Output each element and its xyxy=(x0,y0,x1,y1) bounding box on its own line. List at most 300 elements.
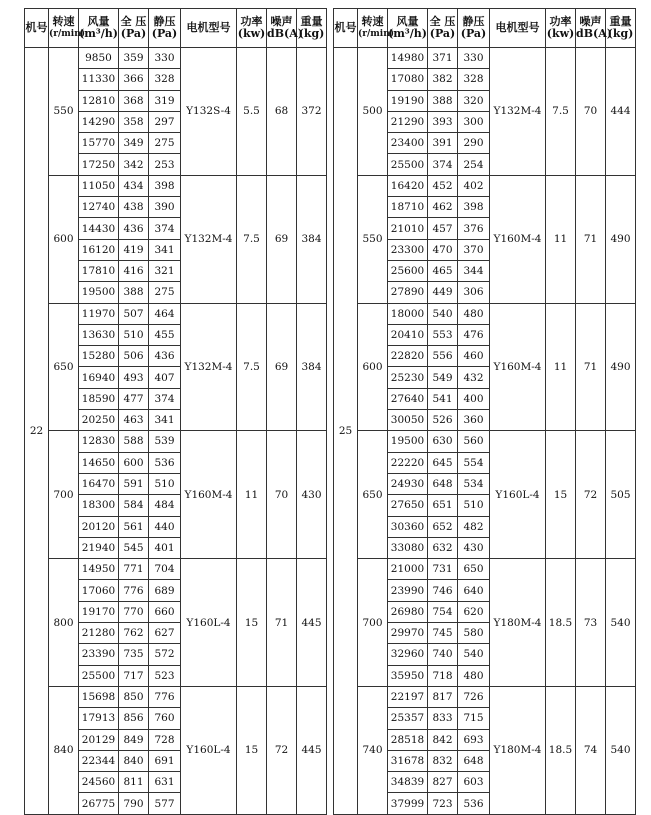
motor-cell: Y132M-4 xyxy=(490,48,546,176)
airflow-cell: 25357 xyxy=(388,708,428,729)
header-airflow: 风量 (m³/h) xyxy=(79,9,119,48)
header-power: 功率 (kw) xyxy=(546,9,576,48)
static-pressure-cell: 536 xyxy=(458,793,490,814)
total-pressure-cell: 388 xyxy=(428,90,458,111)
fan-spec-table-25 xyxy=(333,8,636,815)
power-cell: 11 xyxy=(237,431,267,559)
airflow-cell: 27640 xyxy=(388,388,428,409)
weight-cell: 445 xyxy=(297,559,327,687)
noise-cell: 70 xyxy=(576,48,606,176)
header-total-pressure: 全 压 (Pa) xyxy=(119,9,149,48)
static-pressure-cell: 760 xyxy=(149,708,181,729)
table-row xyxy=(334,303,636,324)
airflow-cell: 23990 xyxy=(388,580,428,601)
power-cell: 18.5 xyxy=(546,559,576,687)
speed-cell: 600 xyxy=(358,303,388,431)
header-airflow: 风量 (m³/h) xyxy=(388,9,428,48)
airflow-cell: 18590 xyxy=(79,388,119,409)
total-pressure-cell: 434 xyxy=(119,175,149,196)
static-pressure-cell: 464 xyxy=(149,303,181,324)
airflow-cell: 17913 xyxy=(79,708,119,729)
airflow-cell: 11050 xyxy=(79,175,119,196)
airflow-cell: 31678 xyxy=(388,750,428,771)
static-pressure-cell: 728 xyxy=(149,729,181,750)
total-pressure-cell: 374 xyxy=(428,154,458,175)
power-cell: 7.5 xyxy=(237,175,267,303)
total-pressure-cell: 540 xyxy=(428,303,458,324)
total-pressure-cell: 553 xyxy=(428,324,458,345)
static-pressure-cell: 691 xyxy=(149,750,181,771)
static-pressure-cell: 297 xyxy=(149,111,181,132)
speed-cell: 650 xyxy=(358,431,388,559)
speed-cell: 500 xyxy=(358,48,388,176)
static-pressure-cell: 603 xyxy=(458,772,490,793)
airflow-cell: 19500 xyxy=(79,282,119,303)
total-pressure-cell: 832 xyxy=(428,750,458,771)
total-pressure-cell: 526 xyxy=(428,410,458,431)
speed-cell: 550 xyxy=(49,48,79,176)
weight-cell: 372 xyxy=(297,48,327,176)
airflow-cell: 21940 xyxy=(79,537,119,558)
total-pressure-cell: 856 xyxy=(119,708,149,729)
static-pressure-cell: 704 xyxy=(149,559,181,580)
airflow-cell: 37999 xyxy=(388,793,428,814)
total-pressure-cell: 477 xyxy=(119,388,149,409)
total-pressure-cell: 419 xyxy=(119,239,149,260)
airflow-cell: 20410 xyxy=(388,324,428,345)
total-pressure-cell: 359 xyxy=(119,48,149,69)
weight-cell: 490 xyxy=(606,303,636,431)
static-pressure-cell: 648 xyxy=(458,750,490,771)
power-cell: 11 xyxy=(546,175,576,303)
static-pressure-cell: 660 xyxy=(149,601,181,622)
total-pressure-cell: 452 xyxy=(428,175,458,196)
total-pressure-cell: 735 xyxy=(119,644,149,665)
airflow-cell: 25600 xyxy=(388,260,428,281)
static-pressure-cell: 320 xyxy=(458,90,490,111)
noise-cell: 71 xyxy=(576,175,606,303)
noise-cell: 69 xyxy=(267,175,297,303)
table-row xyxy=(334,431,636,452)
total-pressure-cell: 723 xyxy=(428,793,458,814)
total-pressure-cell: 648 xyxy=(428,473,458,494)
total-pressure-cell: 645 xyxy=(428,452,458,473)
total-pressure-cell: 740 xyxy=(428,644,458,665)
airflow-cell: 17060 xyxy=(79,580,119,601)
model-no-cell: 25 xyxy=(334,48,358,815)
airflow-cell: 15770 xyxy=(79,133,119,154)
static-pressure-cell: 572 xyxy=(149,644,181,665)
total-pressure-cell: 507 xyxy=(119,303,149,324)
airflow-cell: 30050 xyxy=(388,410,428,431)
airflow-cell: 20120 xyxy=(79,516,119,537)
table-row xyxy=(25,303,327,324)
static-pressure-cell: 390 xyxy=(149,197,181,218)
total-pressure-cell: 817 xyxy=(428,686,458,707)
total-pressure-cell: 470 xyxy=(428,239,458,260)
motor-cell: Y180M-4 xyxy=(490,559,546,687)
total-pressure-cell: 449 xyxy=(428,282,458,303)
static-pressure-cell: 726 xyxy=(458,686,490,707)
airflow-cell: 14950 xyxy=(79,559,119,580)
static-pressure-cell: 407 xyxy=(149,367,181,388)
total-pressure-cell: 462 xyxy=(428,197,458,218)
weight-cell: 384 xyxy=(297,175,327,303)
total-pressure-cell: 850 xyxy=(119,686,149,707)
airflow-cell: 27890 xyxy=(388,282,428,303)
speed-cell: 700 xyxy=(358,559,388,687)
airflow-cell: 23400 xyxy=(388,133,428,154)
airflow-cell: 26980 xyxy=(388,601,428,622)
static-pressure-cell: 554 xyxy=(458,452,490,473)
airflow-cell: 14650 xyxy=(79,452,119,473)
total-pressure-cell: 393 xyxy=(428,111,458,132)
motor-cell: Y160L-4 xyxy=(181,686,237,814)
airflow-cell: 19190 xyxy=(388,90,428,111)
airflow-cell: 19170 xyxy=(79,601,119,622)
airflow-cell: 21010 xyxy=(388,218,428,239)
static-pressure-cell: 321 xyxy=(149,260,181,281)
noise-cell: 71 xyxy=(576,303,606,431)
total-pressure-cell: 388 xyxy=(119,282,149,303)
airflow-cell: 27650 xyxy=(388,495,428,516)
static-pressure-cell: 319 xyxy=(149,90,181,111)
total-pressure-cell: 371 xyxy=(428,48,458,69)
noise-cell: 68 xyxy=(267,48,297,176)
header-noise: 噪声 dB(A) xyxy=(576,9,606,48)
total-pressure-cell: 842 xyxy=(428,729,458,750)
header-weight: 重量 (kg) xyxy=(297,9,327,48)
static-pressure-cell: 693 xyxy=(458,729,490,750)
header-row xyxy=(25,9,327,48)
header-speed: 转速 (r/min) xyxy=(49,9,79,48)
noise-cell: 72 xyxy=(267,686,297,814)
static-pressure-cell: 402 xyxy=(458,175,490,196)
static-pressure-cell: 398 xyxy=(149,175,181,196)
power-cell: 7.5 xyxy=(237,303,267,431)
fan-spec-table-22 xyxy=(24,8,327,815)
motor-cell: Y180M-4 xyxy=(490,686,546,814)
static-pressure-cell: 328 xyxy=(149,69,181,90)
total-pressure-cell: 382 xyxy=(428,69,458,90)
static-pressure-cell: 254 xyxy=(458,154,490,175)
power-cell: 15 xyxy=(237,686,267,814)
airflow-cell: 20129 xyxy=(79,729,119,750)
header-motor: 电机型号 xyxy=(181,9,237,48)
static-pressure-cell: 370 xyxy=(458,239,490,260)
speed-cell: 840 xyxy=(49,686,79,814)
airflow-cell: 22344 xyxy=(79,750,119,771)
static-pressure-cell: 374 xyxy=(149,218,181,239)
static-pressure-cell: 539 xyxy=(149,431,181,452)
total-pressure-cell: 840 xyxy=(119,750,149,771)
table-body xyxy=(334,48,636,815)
static-pressure-cell: 510 xyxy=(149,473,181,494)
total-pressure-cell: 652 xyxy=(428,516,458,537)
static-pressure-cell: 328 xyxy=(458,69,490,90)
total-pressure-cell: 561 xyxy=(119,516,149,537)
total-pressure-cell: 556 xyxy=(428,346,458,367)
total-pressure-cell: 465 xyxy=(428,260,458,281)
total-pressure-cell: 436 xyxy=(119,218,149,239)
static-pressure-cell: 620 xyxy=(458,601,490,622)
static-pressure-cell: 523 xyxy=(149,665,181,686)
airflow-cell: 25500 xyxy=(79,665,119,686)
static-pressure-cell: 398 xyxy=(458,197,490,218)
static-pressure-cell: 650 xyxy=(458,559,490,580)
header-noise: 噪声 dB(A) xyxy=(267,9,297,48)
airflow-cell: 12830 xyxy=(79,431,119,452)
noise-cell: 73 xyxy=(576,559,606,687)
total-pressure-cell: 591 xyxy=(119,473,149,494)
airflow-cell: 12740 xyxy=(79,197,119,218)
total-pressure-cell: 463 xyxy=(119,410,149,431)
table-row xyxy=(25,175,327,196)
static-pressure-cell: 482 xyxy=(458,516,490,537)
static-pressure-cell: 344 xyxy=(458,260,490,281)
static-pressure-cell: 689 xyxy=(149,580,181,601)
total-pressure-cell: 811 xyxy=(119,772,149,793)
table-row xyxy=(334,175,636,196)
total-pressure-cell: 754 xyxy=(428,601,458,622)
motor-cell: Y160L-4 xyxy=(490,431,546,559)
airflow-cell: 22820 xyxy=(388,346,428,367)
speed-cell: 700 xyxy=(49,431,79,559)
airflow-cell: 23300 xyxy=(388,239,428,260)
static-pressure-cell: 432 xyxy=(458,367,490,388)
table-row xyxy=(25,686,327,707)
total-pressure-cell: 718 xyxy=(428,665,458,686)
airflow-cell: 11970 xyxy=(79,303,119,324)
header-speed: 转速 (r/min) xyxy=(358,9,388,48)
weight-cell: 444 xyxy=(606,48,636,176)
power-cell: 7.5 xyxy=(546,48,576,176)
total-pressure-cell: 391 xyxy=(428,133,458,154)
airflow-cell: 23390 xyxy=(79,644,119,665)
static-pressure-cell: 640 xyxy=(458,580,490,601)
motor-cell: Y160M-4 xyxy=(181,431,237,559)
static-pressure-cell: 341 xyxy=(149,239,181,260)
total-pressure-cell: 493 xyxy=(119,367,149,388)
static-pressure-cell: 306 xyxy=(458,282,490,303)
total-pressure-cell: 366 xyxy=(119,69,149,90)
total-pressure-cell: 416 xyxy=(119,260,149,281)
total-pressure-cell: 588 xyxy=(119,431,149,452)
total-pressure-cell: 506 xyxy=(119,346,149,367)
motor-cell: Y132S-4 xyxy=(181,48,237,176)
airflow-cell: 22197 xyxy=(388,686,428,707)
static-pressure-cell: 330 xyxy=(458,48,490,69)
airflow-cell: 17250 xyxy=(79,154,119,175)
static-pressure-cell: 460 xyxy=(458,346,490,367)
weight-cell: 540 xyxy=(606,686,636,814)
airflow-cell: 18000 xyxy=(388,303,428,324)
total-pressure-cell: 827 xyxy=(428,772,458,793)
airflow-cell: 30360 xyxy=(388,516,428,537)
static-pressure-cell: 715 xyxy=(458,708,490,729)
total-pressure-cell: 630 xyxy=(428,431,458,452)
static-pressure-cell: 374 xyxy=(149,388,181,409)
airflow-cell: 24560 xyxy=(79,772,119,793)
motor-cell: Y132M-4 xyxy=(181,175,237,303)
total-pressure-cell: 368 xyxy=(119,90,149,111)
static-pressure-cell: 631 xyxy=(149,772,181,793)
static-pressure-cell: 376 xyxy=(458,218,490,239)
weight-cell: 505 xyxy=(606,431,636,559)
airflow-cell: 34839 xyxy=(388,772,428,793)
total-pressure-cell: 438 xyxy=(119,197,149,218)
airflow-cell: 22220 xyxy=(388,452,428,473)
airflow-cell: 24930 xyxy=(388,473,428,494)
power-cell: 5.5 xyxy=(237,48,267,176)
total-pressure-cell: 342 xyxy=(119,154,149,175)
airflow-cell: 33080 xyxy=(388,537,428,558)
noise-cell: 69 xyxy=(267,303,297,431)
table-row xyxy=(25,48,327,69)
header-row xyxy=(334,9,636,48)
static-pressure-cell: 300 xyxy=(458,111,490,132)
header-static-pressure: 静压 (Pa) xyxy=(458,9,490,48)
airflow-cell: 25500 xyxy=(388,154,428,175)
total-pressure-cell: 745 xyxy=(428,623,458,644)
airflow-cell: 18300 xyxy=(79,495,119,516)
header-static-pressure: 静压 (Pa) xyxy=(149,9,181,48)
airflow-cell: 16940 xyxy=(79,367,119,388)
total-pressure-cell: 584 xyxy=(119,495,149,516)
total-pressure-cell: 545 xyxy=(119,537,149,558)
noise-cell: 70 xyxy=(267,431,297,559)
airflow-cell: 29970 xyxy=(388,623,428,644)
airflow-cell: 32960 xyxy=(388,644,428,665)
airflow-cell: 12810 xyxy=(79,90,119,111)
table-row xyxy=(334,559,636,580)
total-pressure-cell: 731 xyxy=(428,559,458,580)
airflow-cell: 20250 xyxy=(79,410,119,431)
airflow-cell: 14290 xyxy=(79,111,119,132)
airflow-cell: 19500 xyxy=(388,431,428,452)
total-pressure-cell: 771 xyxy=(119,559,149,580)
airflow-cell: 16470 xyxy=(79,473,119,494)
static-pressure-cell: 253 xyxy=(149,154,181,175)
airflow-cell: 14430 xyxy=(79,218,119,239)
table-row xyxy=(25,431,327,452)
static-pressure-cell: 627 xyxy=(149,623,181,644)
noise-cell: 74 xyxy=(576,686,606,814)
static-pressure-cell: 275 xyxy=(149,133,181,154)
static-pressure-cell: 484 xyxy=(149,495,181,516)
static-pressure-cell: 580 xyxy=(458,623,490,644)
header-weight: 重量 (kg) xyxy=(606,9,636,48)
total-pressure-cell: 358 xyxy=(119,111,149,132)
model-no-cell: 22 xyxy=(25,48,49,815)
static-pressure-cell: 455 xyxy=(149,324,181,345)
total-pressure-cell: 776 xyxy=(119,580,149,601)
airflow-cell: 11330 xyxy=(79,69,119,90)
airflow-cell: 15698 xyxy=(79,686,119,707)
static-pressure-cell: 290 xyxy=(458,133,490,154)
header-total-pressure: 全 压 (Pa) xyxy=(428,9,458,48)
airflow-cell: 15280 xyxy=(79,346,119,367)
static-pressure-cell: 436 xyxy=(149,346,181,367)
static-pressure-cell: 476 xyxy=(458,324,490,345)
static-pressure-cell: 536 xyxy=(149,452,181,473)
static-pressure-cell: 776 xyxy=(149,686,181,707)
airflow-cell: 18710 xyxy=(388,197,428,218)
static-pressure-cell: 275 xyxy=(149,282,181,303)
airflow-cell: 16120 xyxy=(79,239,119,260)
power-cell: 18.5 xyxy=(546,686,576,814)
motor-cell: Y160L-4 xyxy=(181,559,237,687)
total-pressure-cell: 349 xyxy=(119,133,149,154)
total-pressure-cell: 651 xyxy=(428,495,458,516)
weight-cell: 430 xyxy=(297,431,327,559)
motor-cell: Y160M-4 xyxy=(490,175,546,303)
weight-cell: 445 xyxy=(297,686,327,814)
total-pressure-cell: 541 xyxy=(428,388,458,409)
airflow-cell: 21280 xyxy=(79,623,119,644)
airflow-cell: 9850 xyxy=(79,48,119,69)
speed-cell: 600 xyxy=(49,175,79,303)
static-pressure-cell: 430 xyxy=(458,537,490,558)
total-pressure-cell: 632 xyxy=(428,537,458,558)
power-cell: 15 xyxy=(546,431,576,559)
static-pressure-cell: 510 xyxy=(458,495,490,516)
airflow-cell: 25230 xyxy=(388,367,428,388)
motor-cell: Y132M-4 xyxy=(181,303,237,431)
total-pressure-cell: 746 xyxy=(428,580,458,601)
airflow-cell: 26775 xyxy=(79,793,119,814)
total-pressure-cell: 770 xyxy=(119,601,149,622)
airflow-cell: 35950 xyxy=(388,665,428,686)
airflow-cell: 21000 xyxy=(388,559,428,580)
weight-cell: 384 xyxy=(297,303,327,431)
header-motor: 电机型号 xyxy=(490,9,546,48)
table-row xyxy=(25,559,327,580)
header-model-no: 机号 xyxy=(334,9,358,48)
total-pressure-cell: 600 xyxy=(119,452,149,473)
speed-cell: 650 xyxy=(49,303,79,431)
table-row xyxy=(334,686,636,707)
weight-cell: 490 xyxy=(606,175,636,303)
static-pressure-cell: 560 xyxy=(458,431,490,452)
table-row xyxy=(334,48,636,69)
airflow-cell: 16420 xyxy=(388,175,428,196)
total-pressure-cell: 717 xyxy=(119,665,149,686)
total-pressure-cell: 510 xyxy=(119,324,149,345)
noise-cell: 71 xyxy=(267,559,297,687)
weight-cell: 540 xyxy=(606,559,636,687)
static-pressure-cell: 341 xyxy=(149,410,181,431)
airflow-cell: 21290 xyxy=(388,111,428,132)
header-power: 功率 (kw) xyxy=(237,9,267,48)
speed-cell: 740 xyxy=(358,686,388,814)
motor-cell: Y160M-4 xyxy=(490,303,546,431)
airflow-cell: 17810 xyxy=(79,260,119,281)
airflow-cell: 13630 xyxy=(79,324,119,345)
static-pressure-cell: 480 xyxy=(458,303,490,324)
power-cell: 11 xyxy=(546,303,576,431)
airflow-cell: 28518 xyxy=(388,729,428,750)
static-pressure-cell: 440 xyxy=(149,516,181,537)
airflow-cell: 17080 xyxy=(388,69,428,90)
static-pressure-cell: 540 xyxy=(458,644,490,665)
total-pressure-cell: 457 xyxy=(428,218,458,239)
static-pressure-cell: 401 xyxy=(149,537,181,558)
static-pressure-cell: 534 xyxy=(458,473,490,494)
static-pressure-cell: 330 xyxy=(149,48,181,69)
table-body xyxy=(25,48,327,815)
speed-cell: 800 xyxy=(49,559,79,687)
